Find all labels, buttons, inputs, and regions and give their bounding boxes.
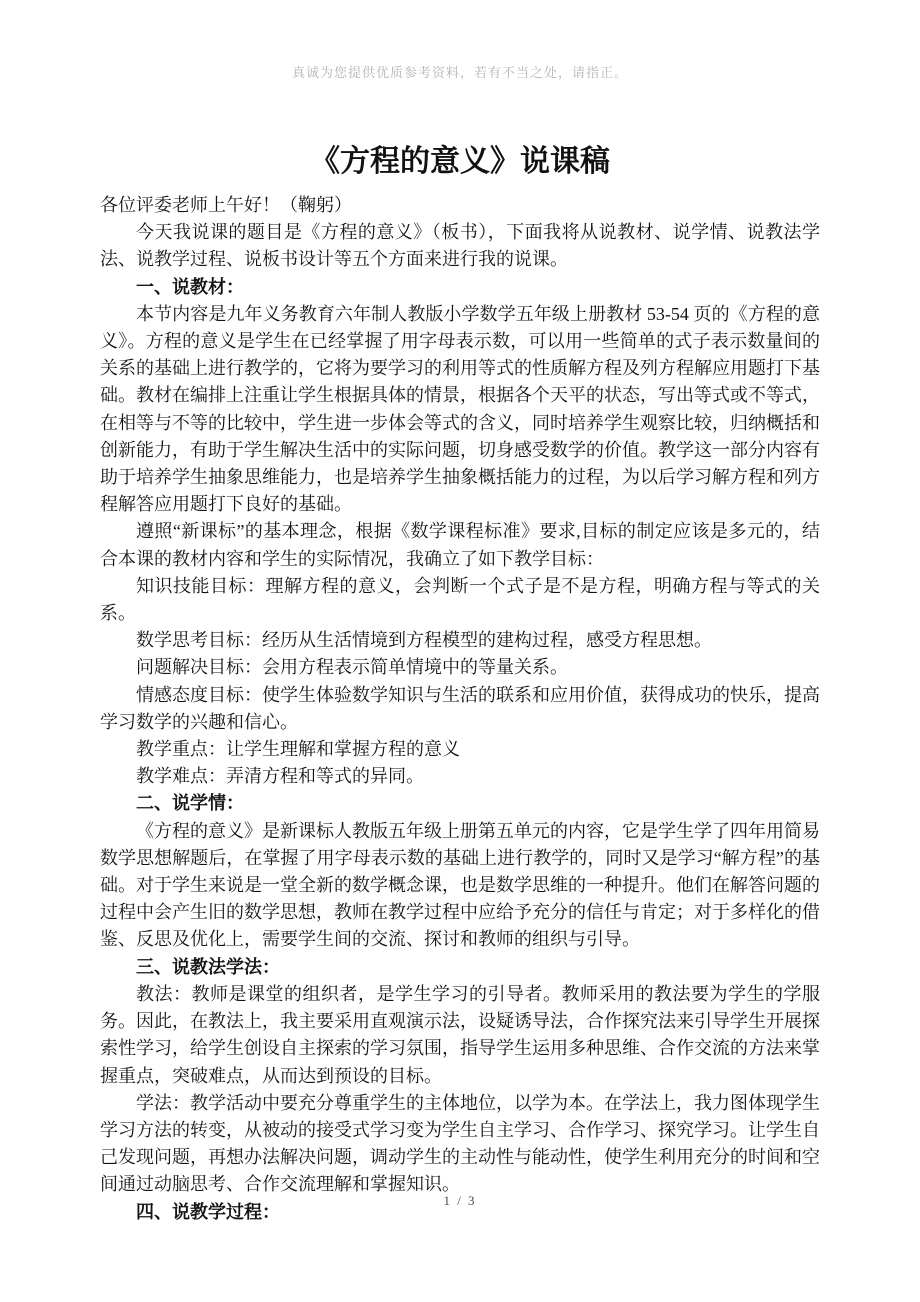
page-indicator: 1 / 3 (443, 1193, 477, 1208)
paragraph: 教学难点：弄清方程和等式的异同。 (136, 766, 424, 787)
paragraph: 问题解决目标：会用方程表示简单情境中的等量关系。 (136, 657, 568, 678)
document-body (100, 192, 820, 1226)
paragraph: 今天我说课的题目是《方程的意义》（板书），下面我将从说教材、说学情、说教法学法、说教学过程、说板书设计等五个方面来进行我的说课。 (100, 222, 820, 270)
paragraph: 情感态度目标：使学生体验数学知识与生活的联系和应用价值，获得成功的快乐，提高学习数学的兴趣和信心。 (100, 684, 820, 732)
paragraph: 教法：教师是课堂的组织者，是学生学习的引导者。教师采用的教法要为学生的学服务。因此，在教法上，我主要采用直观演示法，设疑诱导法，合作探究法来引导学生开展探索性学习，给学生创设自主探索的学习氛围，指导学生运用多种思维、合作交流的方法来掌握重点，突破难点，从而达到预设的目标。 (100, 983, 820, 1086)
paragraph: 知识技能目标：理解方程的意义，会判断一个式子是不是方程，明确方程与等式的关系。 (100, 575, 820, 624)
section-heading: 三、说教法学法： (136, 956, 280, 977)
section-heading: 四、说教学过程： (136, 1201, 280, 1222)
document-content (100, 142, 820, 1226)
paragraph: 学法：教学活动中要充分尊重学生的主体地位，以学为本。在学法上，我力图体现学生学习方法的转变，从被动的接受式学习变为学生自主学习、合作学习、探究学习。让学生自己发现问题，再想办法解决问题，调动学生的主动性与能动性，使学生利用充分的时间和空间通过动脑思考、合作交流理解和掌握知识。 (100, 1092, 820, 1195)
paragraph: 遵照“新课标”的基本理念，根据《数学课程标准》要求,目标的制定应该是多元的，结合本课的教材内容和学生的实际情况，我确立了如下教学目标： (100, 521, 820, 569)
paragraph: 各位评委老师上午好！（鞠躬） (100, 195, 352, 215)
watermark-text: 真诚为您提供优质参考资料，若有不当之处，请指正。 (291, 65, 628, 80)
paragraph: 数学思考目标：经历从生活情境到方程模型的建构过程，感受方程思想。 (136, 630, 712, 651)
paragraph: 本节内容是九年义务教育六年制人教版小学数学五年级上册教材 53-54 页的《方程的意义》。方程的意义是学生在已经掌握了用字母表示数，可以用一些简单的式子表示数量间的关系的基础上进行教学的，它将为要学习的利用等式的性质解方程及列方程解应用题打下基础。教材在编排上注重让学生根据具体的情景，根据各个天平的状态，写出等式或不等式，在相等与不等的比较中，学生进一步体会等式的含义，同时培养学生观察比较，归纳概括和创新能力，有助于学生解决生活中的实际问题，切身感受数学的价值。教学这一部分内容有助于培养学生抽象思维能力，也是培养学生抽象概括能力的过程，为以后学习解方程和列方程解答应用题打下良好的基础。 (100, 303, 820, 515)
paragraph: 《方程的意义》是新课标人教版五年级上册第五单元的内容，它是学生学了四年用简易数学思想解题后，在掌握了用字母表示数的基础上进行教学的，同时又是学习“解方程”的基础。对于学生来说是一堂全新的数学概念课，也是数学思维的一种提升。他们在解答问题的过程中会产生旧的数学思想，教师在教学过程中应给予充分的信任与肯定；对于多样化的借鉴、反思及优化上，需要学生间的交流、探讨和教师的组织与引导。 (100, 820, 820, 950)
document-title: 《方程的意义》说课稿 (310, 145, 610, 178)
section-heading: 一、说教材： (136, 276, 244, 297)
section-heading: 二、说学情： (136, 793, 244, 814)
paragraph: 教学重点：让学生理解和掌握方程的意义 (136, 739, 460, 760)
page-footer (0, 1193, 920, 1209)
